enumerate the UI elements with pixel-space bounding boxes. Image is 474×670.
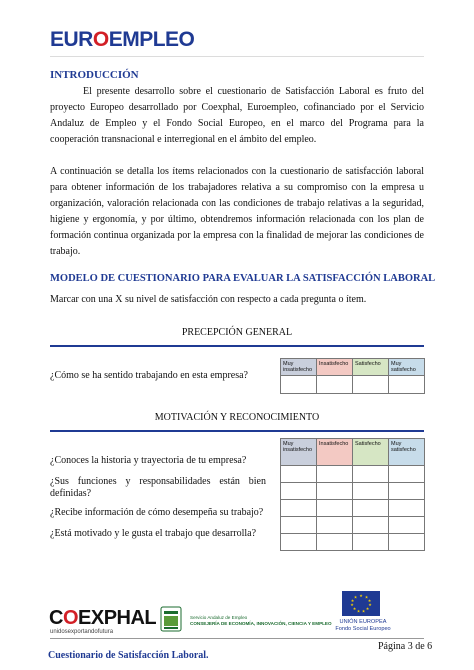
coexphal-tagline: unidosexportandofutura — [50, 629, 114, 635]
answer-cell[interactable] — [281, 534, 317, 551]
answer-cell[interactable] — [389, 517, 425, 534]
coexphal-logo: COEXPHAL — [49, 607, 157, 629]
answer-cell[interactable] — [317, 500, 353, 517]
answer-cell[interactable] — [281, 376, 317, 394]
question-text: ¿Está motivado y le gusta el trabajo que desarrolla? — [50, 528, 257, 539]
svg-text:★: ★ — [359, 593, 363, 598]
scale-header-very-satisfied: Muy satisfecho — [389, 439, 425, 466]
scale-header-very-unsatisfied: Muy insatisfecho — [281, 439, 317, 466]
svg-text:★: ★ — [350, 602, 354, 607]
question-text: ¿Conoces la historia y trayectoria de tu empresa? — [50, 455, 247, 466]
answer-cell[interactable] — [353, 517, 389, 534]
answer-cell[interactable] — [389, 534, 425, 551]
answer-cell[interactable] — [353, 500, 389, 517]
answer-cell[interactable] — [281, 517, 317, 534]
svg-text:★: ★ — [364, 594, 369, 600]
header-divider — [50, 56, 424, 57]
answer-cell[interactable] — [317, 376, 353, 394]
junta-andalucia-text: Servicio Andaluz de Empleo CONSEJERÍA DE ECONOMÍA, INNOVACIÓN, CIENCIA Y EMPLEO — [190, 615, 332, 626]
model-title: MODELO DE CUESTIONARIO PARA EVALUAR LA SATISFACCIÓN LABORAL — [50, 273, 436, 284]
intro-paragraph-1: El presente desarrollo sobre el cuestionario de Satisfacción Laboral es fruto del proyecto Europeo desarrollado por Coexphal, Euroempleo, cofinanciado por el Servicio Andaluz de Empleo y el Fondo Social Europeo, en el marco del Programa para la cooperación transnacional e interregional en el ámbito del empleo. — [50, 86, 424, 145]
model-instruction: Marcar con una X su nivel de satisfacción con respecto a cada pregunta o ítem. — [50, 294, 367, 305]
answer-cell[interactable] — [389, 483, 425, 500]
answer-cell[interactable] — [353, 376, 389, 394]
svg-text:★: ★ — [350, 598, 355, 603]
answer-cell[interactable] — [281, 483, 317, 500]
page-number: Página 3 de 6 — [378, 641, 433, 652]
section-divider — [50, 345, 424, 347]
document-title: Cuestionario de Satisfacción Laboral. — [48, 650, 209, 661]
scale-header-unsatisfied: Insatisfecho — [317, 439, 353, 466]
scale-header-unsatisfied: Insatisfecho — [317, 359, 353, 376]
junta-andalucia-emblem-icon — [160, 605, 182, 633]
question-text: ¿Cómo se ha sentido trabajando en esta empresa? — [50, 370, 248, 381]
satisfaction-grid-motivation — [280, 438, 425, 551]
answer-cell[interactable] — [389, 466, 425, 483]
svg-text:★: ★ — [353, 594, 358, 600]
eu-text: UNIÓN EUROPEA Fondo Social Europeo — [335, 619, 391, 632]
answer-cell[interactable] — [317, 466, 353, 483]
intro-paragraph-2: A continuación se detalla los ítems relacionados con la cuestionario de satisfacción laboral para obtener información de los trabajadores relativa a su compromiso con la empresa u organización, valoración relacionada con las condiciones de trabajo relativas a la seguridad, higiene y ergonomía, y por último, obtendremos información relacionada con los plan de formación continua organizada por la empresa con la finalidad de mejorar las condiciones de trabajo. — [50, 166, 424, 257]
svg-text:★: ★ — [368, 602, 372, 607]
answer-cell[interactable] — [281, 500, 317, 517]
svg-text:★: ★ — [361, 608, 366, 614]
scale-header-satisfied: Satisfecho — [353, 359, 389, 376]
section-title-general: PRECEPCIÓN GENERAL — [181, 327, 293, 338]
intro-title: INTRODUCCIÓN — [50, 69, 139, 81]
scale-header-very-unsatisfied: Muy insatisfecho — [281, 359, 317, 376]
answer-cell[interactable] — [317, 534, 353, 551]
eu-flag-icon — [342, 591, 380, 616]
answer-cell[interactable] — [353, 483, 389, 500]
satisfaction-grid-general — [280, 358, 425, 394]
answer-cell[interactable] — [353, 466, 389, 483]
answer-cell[interactable] — [353, 534, 389, 551]
section-title-motivation: MOTIVACIÓN Y RECONOCIMIENTO — [154, 412, 320, 423]
svg-text:★: ★ — [367, 598, 372, 603]
footer-divider — [50, 638, 424, 639]
euroempleo-logo: EUROEMPLEO — [50, 28, 195, 51]
answer-cell[interactable] — [317, 517, 353, 534]
scale-header-very-satisfied: Muy satisfecho — [389, 359, 425, 376]
svg-text:★: ★ — [356, 608, 361, 614]
answer-cell[interactable] — [389, 500, 425, 517]
scale-header-satisfied: Satisfecho — [353, 439, 389, 466]
answer-cell[interactable] — [317, 483, 353, 500]
section-divider — [50, 430, 424, 432]
svg-text:★: ★ — [365, 606, 370, 611]
answer-cell[interactable] — [389, 376, 425, 394]
question-text: ¿Sus funciones y responsabilidades están bien definidas? — [50, 476, 266, 499]
svg-text:★: ★ — [352, 606, 357, 611]
answer-cell[interactable] — [281, 466, 317, 483]
question-text: ¿Recibe información de cómo desempeña su trabajo? — [50, 507, 264, 518]
